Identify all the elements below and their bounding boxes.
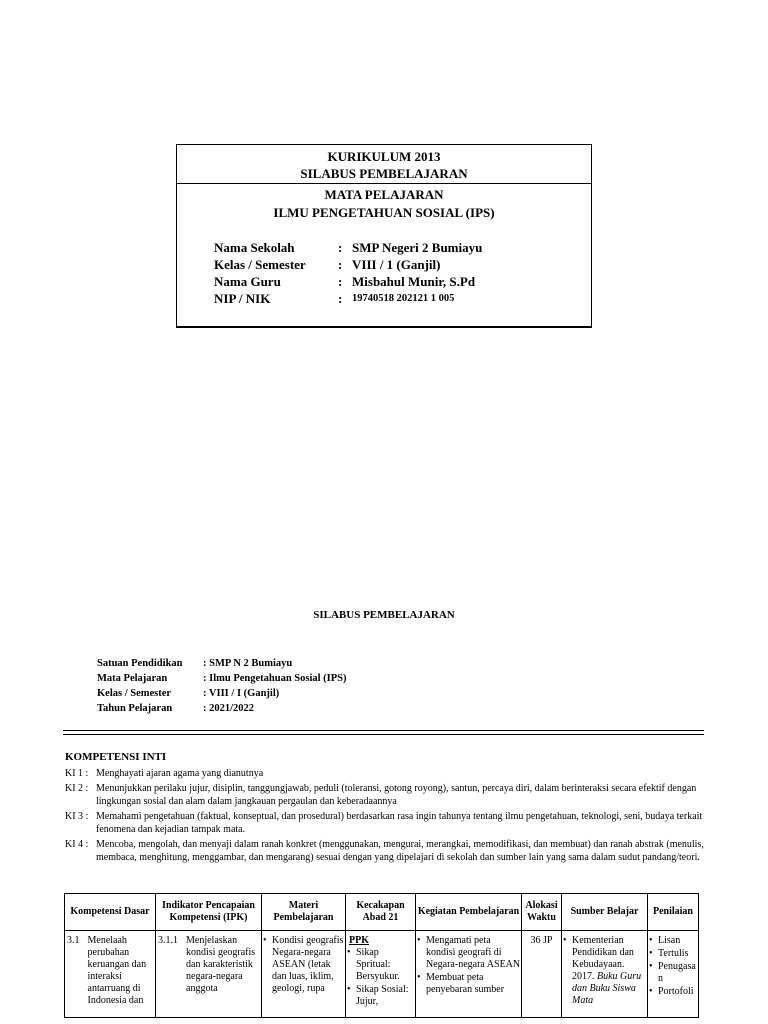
meta-row bbox=[97, 656, 347, 671]
list-item: • Penugasan bbox=[658, 961, 698, 985]
ki-item bbox=[65, 838, 705, 864]
cell-kd bbox=[65, 931, 156, 1018]
list-item: • Lisan bbox=[658, 935, 698, 947]
cover-info-row bbox=[214, 290, 482, 307]
info-label: NIP / NIK bbox=[214, 291, 271, 306]
ipk-text: Menjelaskan kondisi geografis dan karakteristik negara-negara anggota bbox=[186, 935, 256, 994]
alokasi-value: 36 JP bbox=[530, 935, 553, 946]
ki-text: Mencoba, mengolah, dan menyaji dalam ranah konkret (menggunakan, mengurai, merangkai, memodifikasi, dan membuat) dan ranah abstrak (menulis, membaca, menghitung, menggambar, dan mengarang) sesuai dengan yang dipelajari di sekolah dan sumber lain yang sama dalam sudut pandang/teori. bbox=[96, 839, 704, 863]
cover-info-row bbox=[214, 239, 482, 256]
info-colon: : bbox=[338, 291, 343, 306]
table-row bbox=[65, 931, 699, 1018]
silabus-title: SILABUS PEMBELAJARAN bbox=[313, 609, 455, 621]
kd-number: 3.1 bbox=[67, 935, 80, 946]
col-header: Kecakapan Abad 21 bbox=[346, 894, 416, 931]
meta-row bbox=[97, 701, 347, 716]
meta-value: : VIII / I (Ganjil) bbox=[203, 688, 280, 699]
ki-item bbox=[65, 810, 705, 836]
info-label: Nama Sekolah bbox=[214, 240, 295, 255]
meta-value: : 2021/2022 bbox=[203, 703, 255, 714]
col-header: Alokasi Waktu bbox=[522, 894, 562, 931]
list-item: • Sikap Spritual: Bersyukur. bbox=[356, 947, 415, 983]
kd-text: Menelaah perubahan keruangan dan interaksi antarruang di Indonesia dan bbox=[87, 935, 147, 1006]
cell-kecakapan bbox=[346, 931, 416, 1018]
divider bbox=[63, 730, 704, 731]
ipk-number: 3.1.1 bbox=[158, 935, 178, 946]
list-item: • Portofoli bbox=[658, 986, 698, 998]
list-item bbox=[572, 935, 647, 1007]
info-value: SMP Negeri 2 Bumiayu bbox=[352, 240, 483, 255]
silabus-table bbox=[64, 893, 699, 1018]
col-header: Kegiatan Pembelajaran bbox=[416, 894, 522, 931]
list-item: • Mengamati peta kondisi geografi di Negara-negara ASEAN bbox=[426, 935, 521, 971]
table-header-row bbox=[65, 894, 699, 931]
meta-row bbox=[97, 686, 347, 701]
meta-label: Kelas / Semester bbox=[97, 688, 172, 699]
meta-value: : Ilmu Pengetahuan Sosial (IPS) bbox=[203, 673, 347, 684]
cover-header bbox=[177, 145, 591, 184]
cover-box bbox=[176, 144, 592, 328]
cover-subject-header bbox=[177, 184, 591, 222]
col-header: Penilaian bbox=[648, 894, 699, 931]
meta-label: Satuan Pendidikan bbox=[97, 658, 183, 669]
ki-code: KI 2 : bbox=[65, 783, 89, 794]
list-item: • Kondisi geografis Negara-negara ASEAN (letak dan luas, iklim, geologi, rupa bbox=[272, 935, 345, 995]
ki-code: KI 4 : bbox=[65, 839, 89, 850]
ki-item bbox=[65, 782, 705, 808]
cover-info-row bbox=[214, 256, 482, 273]
cell-alokasi bbox=[522, 931, 562, 1018]
ki-title: KOMPETENSI INTI bbox=[65, 751, 167, 763]
ki-code: KI 3 : bbox=[65, 811, 89, 822]
cell-ipk bbox=[156, 931, 262, 1018]
sumber-italic: Buku Guru dan Buku Siswa Mata bbox=[572, 971, 642, 1006]
ki-item bbox=[65, 767, 705, 780]
cell-kegiatan bbox=[416, 931, 522, 1018]
divider bbox=[63, 734, 704, 735]
info-label: Nama Guru bbox=[214, 274, 281, 289]
col-header: Kompetensi Dasar bbox=[65, 894, 156, 931]
cell-materi bbox=[262, 931, 346, 1018]
info-value: Misbahul Munir, S.Pd bbox=[352, 274, 476, 289]
info-colon: : bbox=[338, 274, 343, 289]
cover-info bbox=[214, 239, 482, 307]
meta-row bbox=[97, 671, 347, 686]
cell-penilaian bbox=[648, 931, 699, 1018]
info-colon: : bbox=[338, 257, 343, 272]
cover-mapel-name: ILMU PENGETAHUAN SOSIAL (IPS) bbox=[273, 205, 495, 220]
ki-text: Menghayati ajaran agama yang dianutnya bbox=[96, 768, 264, 779]
sumber-text: Kementerian Pendidikan dan Kebudayaan. 2017. bbox=[572, 935, 634, 982]
ppk-heading: PPK bbox=[349, 935, 369, 946]
meta-label: Tahun Pelajaran bbox=[97, 703, 173, 714]
info-colon: : bbox=[338, 240, 343, 255]
col-header: Indikator Pencapaian Kompetensi (IPK) bbox=[156, 894, 262, 931]
cover-silabus: SILABUS PEMBELAJARAN bbox=[300, 166, 468, 181]
meta-block bbox=[97, 656, 347, 716]
cell-sumber bbox=[562, 931, 648, 1018]
ki-code: KI 1 : bbox=[65, 768, 89, 779]
ki-text: Memahami pengetahuan (faktual, konseptual, dan prosedural) berdasarkan rasa ingin tahunya tentang ilmu pengetahuan, teknologi, seni, budaya terkait fenomena dan kejadian tampak mata. bbox=[96, 811, 703, 835]
meta-value: : SMP N 2 Bumiayu bbox=[203, 658, 293, 669]
cover-mapel-label: MATA PELAJARAN bbox=[324, 187, 444, 202]
list-item: • Tertulis bbox=[658, 948, 698, 960]
info-label: Kelas / Semester bbox=[214, 257, 306, 272]
col-header: Sumber Belajar bbox=[562, 894, 648, 931]
ki-text: Menunjukkan perilaku jujur, disiplin, tanggungjawab, peduli (toleransi, gotong royong), santun, percaya diri, dalam berinteraksi secara efektif dengan lingkungan sosial dan alam dalam jangkauan pergaulan dan keberadaannya bbox=[96, 783, 697, 807]
list-item: • Membuat peta penyebaran sumber bbox=[426, 972, 521, 996]
info-value: VIII / 1 (Ganjil) bbox=[352, 257, 441, 272]
col-header: Materi Pembelajaran bbox=[262, 894, 346, 931]
cover-info-row bbox=[214, 273, 482, 290]
list-item: • Sikap Sosial: Jujur, bbox=[356, 984, 415, 1008]
cover-curriculum: KURIKULUM 2013 bbox=[327, 149, 441, 164]
meta-label: Mata Pelajaran bbox=[97, 673, 168, 684]
info-value: 19740518 202121 1 005 bbox=[352, 293, 455, 304]
